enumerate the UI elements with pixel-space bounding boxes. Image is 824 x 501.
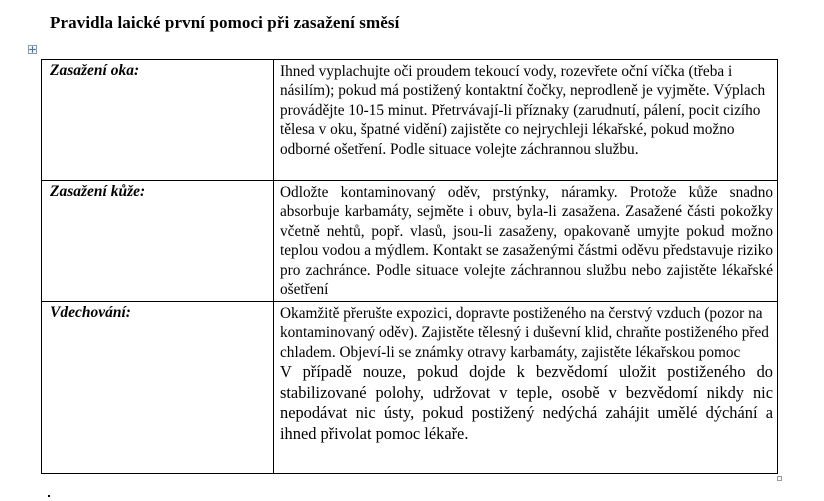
first-aid-table (41, 59, 778, 474)
row-text-eye[interactable] (274, 60, 778, 181)
row-text-inhalation[interactable] (274, 302, 778, 474)
row-label-eye[interactable]: Zasažení oka: (42, 60, 274, 181)
move-arrows-icon (29, 46, 36, 53)
table-resize-handle-icon[interactable] (777, 476, 782, 481)
paragraph: Odložte kontaminovaný oděv, prstýnky, náramky. Protože kůže snadno absorbuje karbamáty, sejměte i obuv, byla-li zasažena. Zasažené části pokožky včetně nehtů, popř. vlasů, jsou-li zasaženy, opakovaně umyjte pokud možno teplou vodou a mýdlem. Kontakt se zasaženými částmi oděvu představuje riziko pro zachránce. Podle situace volejte záchrannou službu nebo zajistěte lékařské ošetření (280, 184, 773, 299)
table-row-skin (42, 181, 778, 302)
paragraph: Ihned vyplachujte oči proudem tekoucí vody, rozevřete oční víčka (třeba i násilím); pokud má postižený kontaktní čočky, neprodleně je vyjměte. Výplach provádějte 10-15 minut. Přetrvávají-li příznaky (zarudnutí, pálení, pocit cizího tělesa v oku, špatné vidění) zajistěte co nejrychleji lékařské, pokud možno odborné ošetření. Podle situace volejte záchrannou službu. (280, 63, 766, 158)
table-row-eye (42, 60, 778, 181)
paragraph: V případě nouze, pokud dojde k bezvědomí uložit postiženého do stabilizované polohy, udržovat v teple, osobě v bezvědomí nikdy nic nepodávat nic ústy, pokud postižený nedýchá zahájit umělé dýchání a ihned přivolat pomoc lékaře. (280, 362, 773, 443)
table-move-handle-icon[interactable] (28, 45, 37, 54)
text-cursor (48, 495, 50, 497)
paragraph: Okamžitě přerušte expozici, dopravte postiženého na čerstvý vzduch (pozor na kontaminovaný oděv). Zajistěte tělesný i duševní klid, chraňte postiženého před chladem. Objeví-li se známky otravy karbamáty, zajistěte lékařskou pomoc (280, 305, 769, 361)
row-text-skin[interactable] (274, 181, 778, 302)
document-title: Pravidla laické první pomoci při zasažení směsí (50, 13, 400, 32)
table-row-inhalation (42, 302, 778, 474)
row-label-skin[interactable]: Zasažení kůže: (42, 181, 274, 302)
row-label-inhalation[interactable]: Vdechování: (42, 302, 274, 474)
